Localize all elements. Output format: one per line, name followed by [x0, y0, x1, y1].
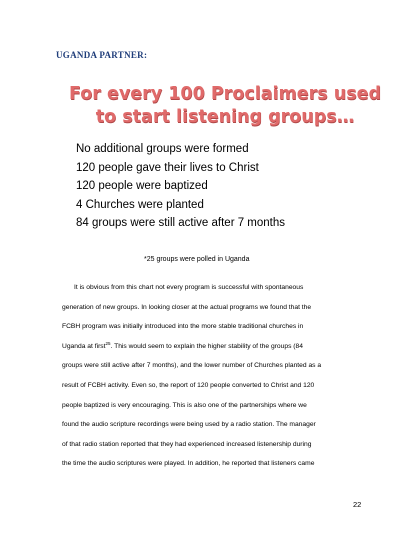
stat-item: 4 Churches were planted: [76, 198, 204, 211]
headline-line-2: to start listening groups…: [95, 107, 355, 127]
paragraph-line: of that radio station reported that they had experienced increased listenership during: [62, 440, 312, 448]
paragraph-line: found the audio scripture recordings were being used by a radio station. The manager: [62, 421, 316, 429]
footnote-reference: 25: [105, 340, 111, 346]
section-heading: UGANDA PARTNER:: [56, 50, 148, 60]
paragraph-line: result of FCBH activity. Even so, the report of 120 people converted to Christ and 120: [62, 381, 315, 389]
paragraph-line-end: . This would seem to explain the higher stability of the groups (84: [110, 342, 303, 350]
paragraph-line: FCBH program was initially introduced into the more stable traditional churches in: [62, 323, 304, 331]
paragraph-line-with-footnote: [62, 337, 362, 357]
body-paragraph: [62, 278, 362, 474]
paragraph-line-start: Uganda at first: [62, 342, 106, 350]
stat-item: 84 groups were still active after 7 months: [76, 217, 286, 230]
paragraph-line: generation of new groups. In looking closer at the actual programs we found that the: [62, 303, 312, 311]
paragraph-line: people baptized is very encouraging. This is also one of the partnerships where we: [62, 401, 307, 409]
stats-list: [76, 140, 285, 233]
paragraph-line: It is obvious from this chart not every program is successful with spontaneous: [74, 284, 304, 291]
stat-item: 120 people were baptized: [76, 180, 208, 193]
page-number: 22: [353, 500, 362, 509]
paragraph-line: the time the audio scriptures were played. In addition, he reported that listeners came: [62, 460, 315, 468]
headline: [60, 83, 390, 129]
stat-item: 120 people gave their lives to Christ: [76, 161, 259, 174]
paragraph-line: groups were still active after 7 months), and the lower number of Churches planted as a: [62, 362, 322, 370]
headline-line-1: For every 100 Proclaimers used: [68, 84, 382, 104]
stat-item: No additional groups were formed: [76, 143, 249, 155]
footnote: *25 groups were polled in Uganda: [144, 256, 250, 263]
